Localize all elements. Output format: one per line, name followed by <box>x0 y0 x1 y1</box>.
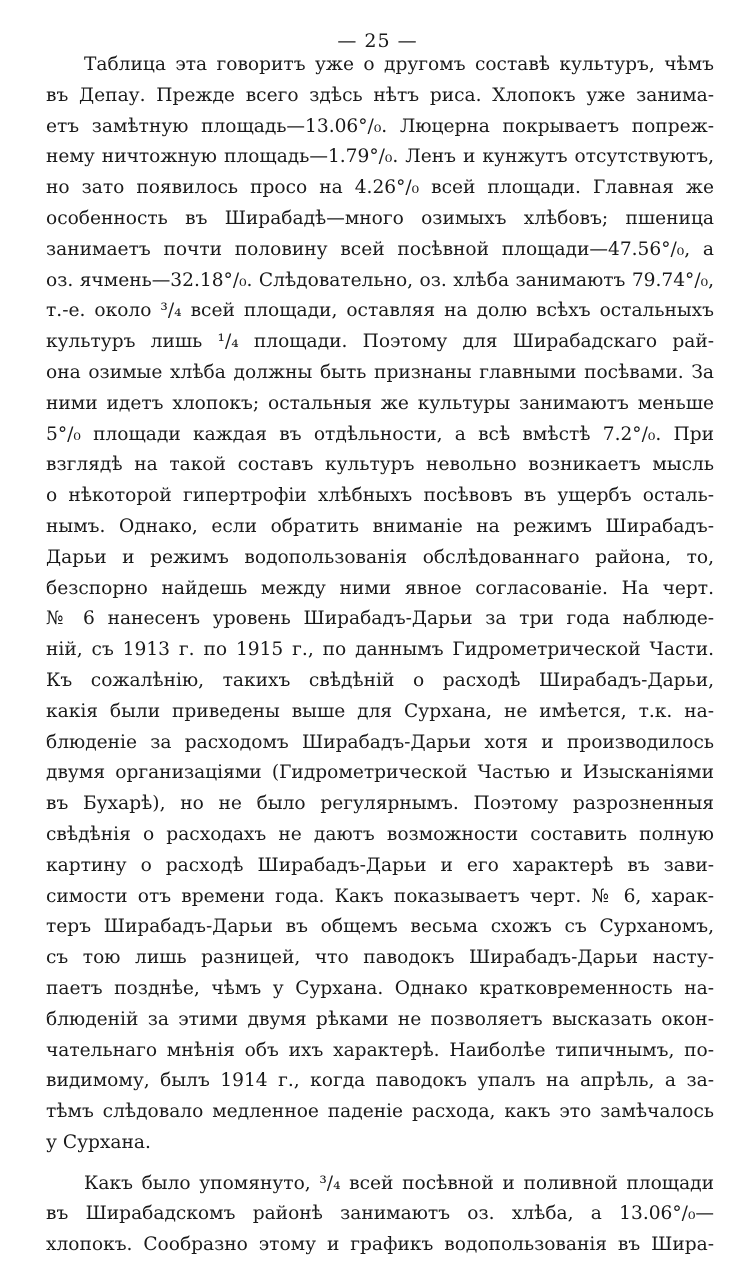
text-line: въ Депау. Прежде всего здѣсь нѣтъ риса. Хлопокъ уже занима- <box>46 84 714 106</box>
text-line: чательнаго мнѣнія объ ихъ характерѣ. Наиболѣе типичнымъ, по- <box>46 1039 714 1061</box>
text-line: т.-е. около ³/₄ всей площади, оставляя на долю всѣхъ остальныхъ <box>46 300 714 322</box>
text-line: двумя организаціями (Гидрометрической Частью и Изысканіями <box>46 762 714 784</box>
text-line: паетъ позднѣе, чѣмъ у Сурхана. Однако кратковременность на- <box>46 977 714 999</box>
body-text <box>46 50 714 1261</box>
text-line: ними идетъ хлопокъ; остальныя же культуры занимаютъ меньше <box>46 392 714 414</box>
text-line: блюденій за этими двумя рѣками не позволяетъ высказать окон- <box>46 1008 714 1030</box>
text-line: 5°/₀ площади каждая въ отдѣльности, а всѣ вмѣстѣ 7.2°/₀. При <box>46 423 714 445</box>
text-line: блюденіе за расходомъ Ширабадъ-Дарьи хотя и производилось <box>46 731 714 753</box>
text-line: хлопокъ. Сообразно этому и графикъ водопользованія въ Шира- <box>46 1234 714 1256</box>
text-line: у Сурхана. <box>46 1131 151 1153</box>
text-line: безспорно найдешь между ними явное согласованіе. На черт. <box>46 577 714 599</box>
text-line: Какъ было упомянуто, ³/₄ всей посѣвной и поливной площади <box>84 1172 714 1194</box>
text-line: симости отъ времени года. Какъ показываетъ черт. № 6, харак- <box>46 885 714 907</box>
text-line: нему ничтожную площадь—1.79°/₀. Ленъ и кунжутъ отсутствуютъ, <box>46 146 714 168</box>
text-line: культуръ лишь ¹/₄ площади. Поэтому для Ширабадскаго рай- <box>46 331 714 353</box>
paragraph-2 <box>46 1169 714 1261</box>
text-line: нымъ. Однако, если обратить вниманіе на режимъ Ширабадъ- <box>46 515 714 537</box>
text-line: взглядѣ на такой составъ культуръ невольно возникаетъ мысль <box>46 454 714 476</box>
text-line: тѣмъ слѣдовало медленное паденіе расхода, какъ это замѣчалось <box>46 1101 714 1123</box>
text-line: Дарьи и режимъ водопользованія обслѣдованнаго района, то, <box>46 546 714 568</box>
text-line: свѣдѣнія о расходахъ не даютъ возможности составить полную <box>46 823 714 845</box>
text-line: въ Ширабадскомъ районѣ занимаютъ оз. хлѣба, а 13.06°/₀— <box>46 1203 714 1225</box>
text-line: теръ Ширабадъ-Дарьи въ общемъ весьма схожъ съ Сурханомъ, <box>46 916 714 938</box>
text-line: оз. ячмень—32.18°/₀. Слѣдовательно, оз. хлѣба занимаютъ 79.74°/₀, <box>46 269 714 291</box>
text-line: о нѣкоторой гипертрофіи хлѣбныхъ посѣвовъ въ ущербъ осталь- <box>46 485 714 507</box>
page-number: — 25 — <box>337 30 418 52</box>
paragraph-1 <box>46 50 714 1159</box>
text-line: видимому, былъ 1914 г., когда паводокъ упалъ на апрѣль, а за- <box>46 1070 714 1092</box>
text-line: занимаетъ почти половину всей посѣвной площади—47.56°/₀, а <box>46 238 714 260</box>
text-line: какія были приведены выше для Сурхана, не имѣется, т.к. на- <box>46 700 714 722</box>
text-line: № 6 нанесенъ уровень Ширабадъ-Дарьи за три года наблюде- <box>46 608 714 630</box>
text-line: ній, съ 1913 г. по 1915 г., по даннымъ Гидрометрической Части. <box>46 639 714 661</box>
paragraph-gap <box>46 1159 714 1169</box>
text-line: картину о расходѣ Ширабадъ-Дарьи и его характерѣ въ зави- <box>46 854 714 876</box>
text-line: особенность въ Ширабадѣ—много озимыхъ хлѣбовъ; пшеница <box>46 207 714 229</box>
text-line: но зато появилось просо на 4.26°/₀ всей площади. Главная же <box>46 177 714 199</box>
text-line: Къ сожалѣнію, такихъ свѣдѣній о расходѣ Ширабадъ-Дарьи, <box>46 669 714 691</box>
text-line: въ Бухарѣ), но не было регулярнымъ. Поэтому разрозненныя <box>46 793 714 815</box>
text-line: она озимые хлѣба должны быть признаны главными посѣвами. За <box>46 361 714 383</box>
text-line: Таблица эта говоритъ уже о другомъ составѣ культуръ, чѣмъ <box>84 54 714 75</box>
text-line: етъ замѣтную площадь—13.06°/₀. Люцерна покрываетъ попреж- <box>46 115 714 137</box>
text-line: съ тою лишь разницей, что паводокъ Ширабадъ-Дарьи насту- <box>46 947 714 969</box>
